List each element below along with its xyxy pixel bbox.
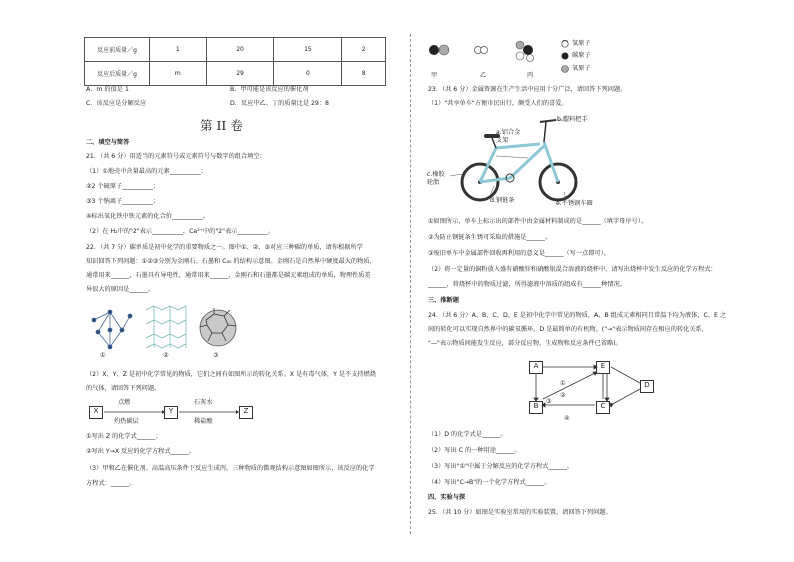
carbon-atom-icon: [562, 53, 569, 60]
volume-title: 第 II 卷: [200, 118, 243, 133]
node-d: D: [640, 380, 654, 393]
bike-label-a: a.铝合金 支架: [496, 129, 521, 144]
node-e: E: [596, 361, 610, 374]
q22-part2: 的气体，请回答下列问题。: [86, 385, 161, 392]
q23-question: ①如图所示，单车上标示出的部件中由金属材料制成的是______（填字母序号）。: [428, 218, 648, 225]
q21-line: ②2 个硫原子__________；: [86, 183, 160, 190]
legend-item: 碳原子: [572, 52, 591, 59]
molecule-label: 甲: [431, 72, 438, 79]
option-d: D．反应中乙、丁的质量比是 29：8: [230, 100, 329, 107]
q22-part3: 方程式：______。: [86, 480, 136, 487]
q21-stem: 21．（共 6 分）用适当的元素符号或元素符号与数字的组合填空：: [86, 153, 266, 160]
q24-stem: 24．（共 6 分）A、B、C、D、E 是初中化学中常见的物质，A、B 组成元素相同且常温下均为液体，C、E 之: [428, 312, 727, 319]
q25-stem: 25．（共 10 分）如图是实验室常用的实验装置，请回答下列问题。: [428, 509, 612, 516]
option-b: B．甲可能是该反应的催化剂: [230, 86, 309, 93]
carbon-structures: [88, 302, 248, 354]
table-row: [85, 62, 386, 86]
molecule-label: 乙: [480, 72, 487, 79]
table-cell: 20: [206, 38, 274, 62]
section-heading: 二、填空与简答: [86, 139, 130, 146]
option-a: A．m 的值是 1: [86, 86, 129, 93]
table-cell: 0: [274, 62, 342, 86]
diamond-structure-icon: [92, 310, 132, 349]
table-cell: 1: [150, 38, 207, 62]
q23-part2: ______，将烧杯中的物质过滤，所得滤液中溶质的组成有______种情况。: [428, 281, 626, 288]
q24-question: （4）写出"C→B"的一个化学方程式______。: [428, 479, 551, 486]
q23-question: ②为防止钢链条生锈可采取的措施是______。: [428, 234, 552, 241]
q23-line: （1）"共享单车"方便市民出行，颇受人们的喜爱。: [428, 100, 568, 107]
node-b: B: [529, 401, 543, 414]
flow-node-y: Y: [164, 406, 178, 419]
q22-question: ①写出 Z 的化学式______；: [86, 433, 162, 440]
q23-question: ③废旧单车中金属部件回收再利用的意义是______（写一点即可）。: [428, 250, 610, 257]
molecule-jia-icon: [429, 45, 449, 55]
flow-label: 石灰水: [194, 399, 213, 406]
table-cell: 2: [342, 38, 386, 62]
flow-label: 稀盐酸: [194, 418, 213, 425]
q21-line: （1）①地壳中含量最高的元素__________；: [86, 168, 207, 175]
structure-label: ③: [213, 352, 219, 359]
table-row: [85, 38, 386, 62]
table-cell: 反应后质量／g: [85, 62, 150, 86]
option-c: C．该反应是分解反应: [86, 100, 147, 107]
node-c: C: [596, 401, 610, 414]
molecule-bing-icon: [516, 41, 534, 62]
flow-node-x: X: [89, 406, 103, 419]
bike-label-b: b.塑料把手: [557, 116, 588, 123]
bike-label-c: c.橡胶 轮胎: [427, 171, 445, 186]
table-cell: 反应前质量／g: [85, 38, 150, 62]
legend-item: 氧原子: [572, 65, 591, 72]
flow-label: 点燃: [118, 399, 131, 406]
structure-label: ①: [100, 352, 106, 359]
molecule-yi-icon: [475, 47, 488, 54]
legend-symbols: [560, 40, 572, 76]
bike-label-e: e.不锈钢车圈: [556, 200, 593, 207]
molecule-diagram: [428, 40, 568, 74]
q22-stem: 22．（共 7 分）碳单质是初中化学的重要物质之一。图中①、②、③对应三种碳的单质，请你根据所学: [86, 244, 363, 251]
bicycle-diagram: [440, 112, 600, 208]
q22-part3: （3）甲和乙在催化剂、高温高压条件下反应生成丙，三种物质的微观结构示意图如图所示，该反应的化学: [86, 465, 375, 472]
table-cell: 29: [206, 62, 274, 86]
q24-line: 间的转化可以实现自然界中的碳氧循环，D 是最简单的有机物。("→"表示物质间存在相应的转化关系，: [428, 326, 708, 333]
arrow-label: ③: [546, 398, 552, 405]
q21-line: （2）在 H₂中的"2"表示__________，Ca²⁺中的"2"表示__________。: [86, 228, 275, 235]
bike-label-d: d.钢链条: [490, 197, 515, 204]
legend-item: 氢原子: [572, 40, 591, 47]
mass-table: [84, 37, 386, 86]
table-cell: 8: [342, 62, 386, 86]
q22-line: 异很大的原因是______。: [86, 286, 155, 293]
oxygen-atom-icon: [562, 66, 569, 73]
arrow-label: ①: [560, 380, 566, 387]
c60-structure-icon: [200, 308, 236, 346]
q21-line: ③3 个钠离子__________；: [86, 198, 160, 205]
table-cell: 15: [274, 38, 342, 62]
q24-question: （2）写出 C 的一种用途______。: [428, 447, 521, 454]
molecule-label: 丙: [527, 72, 534, 79]
q22-line: 通常用来______，石墨具有导电性，通常用来______，金刚石和石墨都是碳元素组成的单质，物理性质差: [86, 272, 371, 279]
column-divider: [410, 34, 411, 534]
q21-line: ④标出氧化铁中铁元素的化合价__________。: [86, 213, 210, 220]
section-heading: 三、推断题: [428, 297, 459, 304]
q22-part2: （2）X、Y、Z 是初中化学常见的物质，它们之间有如图所示的转化关系。X 是有毒气体，Y 是不支持燃烧: [86, 371, 376, 378]
q23-stem: 23．（共 6 分）金属资源在生产生活中应用十分广泛，请回答下列问题。: [428, 86, 627, 93]
structure-label: ②: [163, 352, 169, 359]
q23-part2: （2）将一定量的铜粉放入盛有硝酸锌和硝酸银混合溶液的烧杯中，请写出烧杯中发生反应的化学方程式：: [428, 266, 717, 273]
hydrogen-atom-icon: [562, 41, 568, 47]
section-heading: 四、实验与探: [428, 494, 466, 501]
graphite-structure-icon: [146, 306, 186, 348]
q22-line: 知识回答下列问题：①②③分别为金刚石、石墨和 C₆₀ 的结构示意图。金刚石是自然界中硬度最大的物质，: [86, 258, 376, 265]
node-a: A: [529, 361, 543, 374]
handlebar-icon: [540, 120, 556, 122]
arrow-label: ④: [564, 415, 570, 422]
flow-node-z: Z: [239, 406, 253, 419]
flow-label: 灼热碳层: [114, 418, 139, 425]
frame-icon: [480, 142, 558, 182]
q24-line: "—"表示物质间能发生反应，部分反应物、生成物和反应条件已省略)。: [428, 340, 622, 347]
q24-question: （3）写出"①"中属于分解反应的化学方程式______。: [428, 463, 574, 470]
arrow-label: ②: [560, 392, 566, 399]
q22-question: ②写出 Y→X 反应的化学方程式______。: [86, 448, 196, 455]
q24-question: （1）D 的化学式是______。: [428, 431, 507, 438]
table-cell: m: [150, 62, 207, 86]
